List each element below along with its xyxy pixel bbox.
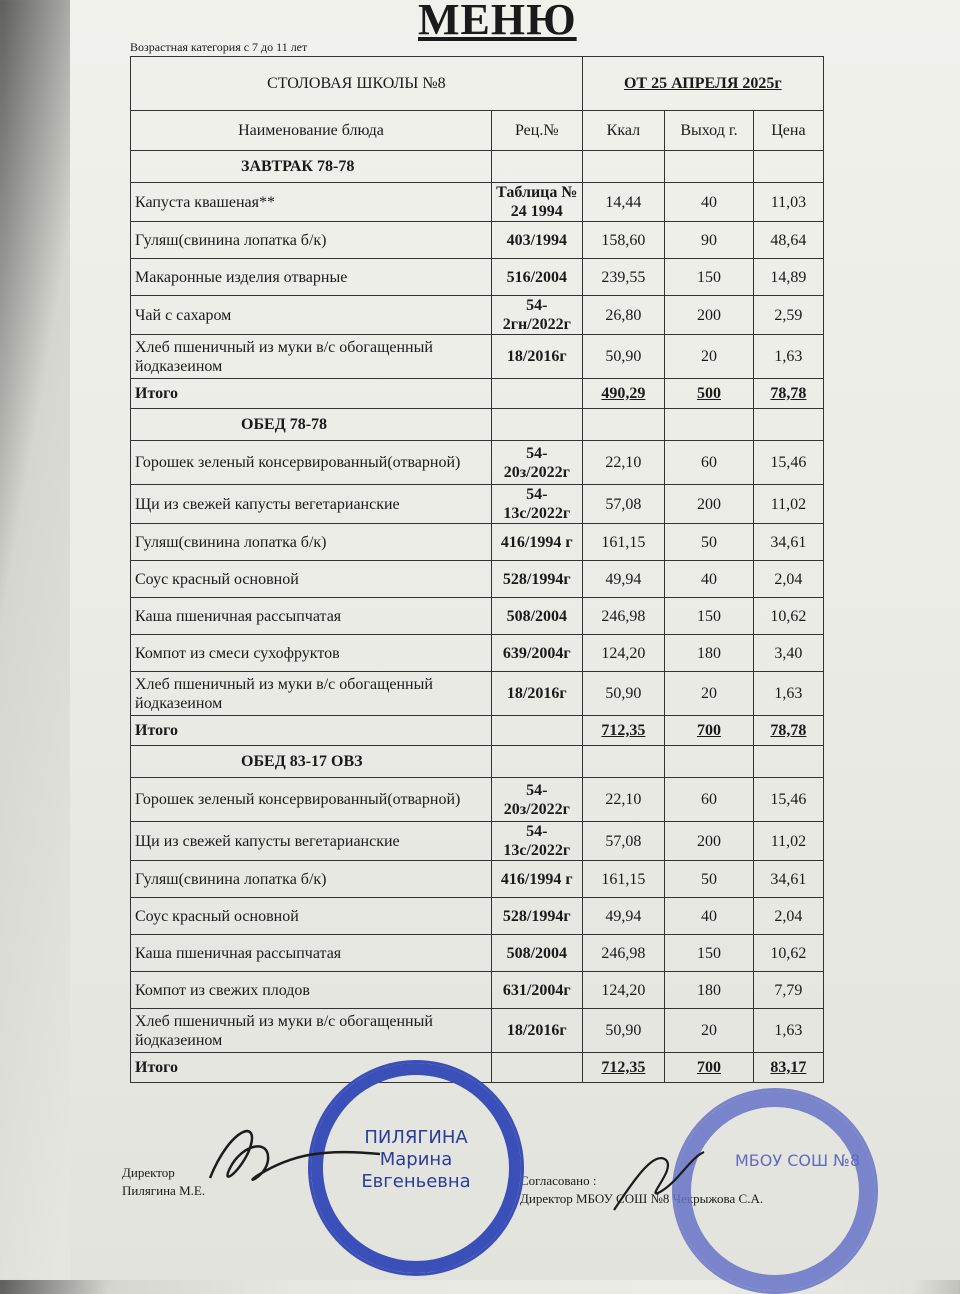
kcal-value: 22,10 [582, 778, 664, 822]
output-value: 180 [665, 972, 754, 1009]
stamp-line1: ПИЛЯГИНА [364, 1127, 468, 1148]
recipe-number: 528/1994г [491, 561, 582, 598]
total-label: Итого [131, 1053, 492, 1083]
table-row [131, 561, 824, 598]
table-row [131, 778, 824, 822]
total-row [131, 716, 824, 746]
dish-name: Горошек зеленый консервированный(отварной) [131, 778, 492, 822]
output-value: 180 [665, 635, 754, 672]
section-title: ОБЕД 83-17 ОВЗ [131, 746, 492, 778]
price-value: 3,40 [753, 635, 823, 672]
kcal-value: 124,20 [582, 635, 664, 672]
dish-name: Капуста квашеная** [131, 183, 492, 222]
kcal-value: 57,08 [582, 822, 664, 861]
dish-name: Щи из свежей капусты вегетарианские [131, 485, 492, 524]
table-row [131, 822, 824, 861]
output-value: 40 [665, 898, 754, 935]
total-output: 500 [665, 379, 754, 409]
output-value: 60 [665, 778, 754, 822]
price-value: 10,62 [753, 598, 823, 635]
kcal-value: 239,55 [582, 259, 664, 296]
price-value: 15,46 [753, 778, 823, 822]
total-output: 700 [665, 716, 754, 746]
dish-name: Гуляш(свинина лопатка б/к) [131, 222, 492, 259]
recipe-number: 631/2004г [491, 972, 582, 1009]
kcal-value: 50,90 [582, 672, 664, 716]
empty-cell [665, 151, 754, 183]
section-header-row [131, 409, 824, 441]
school-stamp-label: МБОУ СОШ №8 [735, 1151, 860, 1170]
menu-date: ОТ 25 АПРЕЛЯ 2025г [582, 57, 823, 111]
section-title: ОБЕД 78-78 [131, 409, 492, 441]
total-row [131, 379, 824, 409]
dish-name: Макаронные изделия отварные [131, 259, 492, 296]
price-value: 1,63 [753, 1009, 823, 1053]
table-row [131, 296, 824, 335]
recipe-number: 54-20з/2022г [491, 778, 582, 822]
empty-cell [491, 409, 582, 441]
dish-name: Соус красный основной [131, 561, 492, 598]
empty-cell [665, 409, 754, 441]
recipe-number: 416/1994 г [491, 524, 582, 561]
empty-cell [753, 409, 823, 441]
table-row [131, 335, 824, 379]
recipe-number: 18/2016г [491, 335, 582, 379]
column-header-row [131, 111, 824, 151]
empty-cell [753, 746, 823, 778]
kcal-value: 22,10 [582, 441, 664, 485]
director-name: Пилягина М.Е. [122, 1183, 206, 1198]
output-value: 50 [665, 524, 754, 561]
stamp-line3: Евгеньевна [361, 1171, 471, 1192]
price-value: 11,02 [753, 822, 823, 861]
total-kcal: 712,35 [582, 1053, 664, 1083]
empty-cell [491, 716, 582, 746]
price-value: 1,63 [753, 335, 823, 379]
price-value: 2,04 [753, 561, 823, 598]
output-value: 20 [665, 335, 754, 379]
price-value: 11,02 [753, 485, 823, 524]
table-row [131, 598, 824, 635]
table-row [131, 441, 824, 485]
dish-name: Щи из свежей капусты вегетарианские [131, 822, 492, 861]
empty-cell [665, 746, 754, 778]
output-value: 20 [665, 1009, 754, 1053]
table-header-row [131, 57, 824, 111]
section-header-row [131, 151, 824, 183]
table-row [131, 935, 824, 972]
recipe-number: 54-13с/2022г [491, 822, 582, 861]
col-kcal-header: Ккал [582, 111, 664, 151]
output-value: 60 [665, 441, 754, 485]
output-value: 150 [665, 259, 754, 296]
recipe-number: 18/2016г [491, 672, 582, 716]
total-price: 78,78 [753, 716, 823, 746]
price-value: 34,61 [753, 861, 823, 898]
recipe-number: 508/2004 [491, 935, 582, 972]
kcal-value: 14,44 [582, 183, 664, 222]
output-value: 40 [665, 183, 754, 222]
price-value: 2,59 [753, 296, 823, 335]
recipe-number: 54-20з/2022г [491, 441, 582, 485]
dish-name: Компот из смеси сухофруктов [131, 635, 492, 672]
dish-name: Гуляш(свинина лопатка б/к) [131, 861, 492, 898]
section-title: ЗАВТРАК 78-78 [131, 151, 492, 183]
table-row [131, 183, 824, 222]
col-recipe-header: Рец.№ [491, 111, 582, 151]
output-value: 200 [665, 296, 754, 335]
recipe-number: Таблица № 24 1994 [491, 183, 582, 222]
recipe-number: 403/1994 [491, 222, 582, 259]
kcal-value: 50,90 [582, 335, 664, 379]
table-row [131, 1009, 824, 1053]
empty-cell [491, 379, 582, 409]
table-row [131, 485, 824, 524]
menu-title: МЕНЮ [418, 0, 577, 44]
kcal-value: 26,80 [582, 296, 664, 335]
recipe-number: 18/2016г [491, 1009, 582, 1053]
col-price-header: Цена [753, 111, 823, 151]
kcal-value: 124,20 [582, 972, 664, 1009]
empty-cell [491, 1053, 582, 1083]
price-value: 7,79 [753, 972, 823, 1009]
price-value: 34,61 [753, 524, 823, 561]
dish-name: Чай с сахаром [131, 296, 492, 335]
kcal-value: 49,94 [582, 898, 664, 935]
empty-cell [582, 151, 664, 183]
total-kcal: 712,35 [582, 716, 664, 746]
empty-cell [753, 151, 823, 183]
table-row [131, 898, 824, 935]
price-value: 14,89 [753, 259, 823, 296]
agreed-label: Согласовано : [520, 1173, 597, 1188]
empty-cell [582, 746, 664, 778]
recipe-number: 516/2004 [491, 259, 582, 296]
table-row [131, 635, 824, 672]
school-name: СТОЛОВАЯ ШКОЛЫ №8 [131, 57, 583, 111]
dish-name: Горошек зеленый консервированный(отварной) [131, 441, 492, 485]
director-title: Директор [122, 1165, 175, 1180]
price-value: 1,63 [753, 672, 823, 716]
output-value: 150 [665, 598, 754, 635]
price-value: 11,03 [753, 183, 823, 222]
total-label: Итого [131, 716, 492, 746]
output-value: 50 [665, 861, 754, 898]
empty-cell [491, 746, 582, 778]
kcal-value: 50,90 [582, 1009, 664, 1053]
recipe-number: 528/1994г [491, 898, 582, 935]
empty-cell [491, 151, 582, 183]
stamp-line2: Марина [379, 1149, 453, 1170]
age-category: Возрастная категория с 7 до 11 лет [130, 40, 308, 54]
output-value: 40 [665, 561, 754, 598]
output-value: 90 [665, 222, 754, 259]
kcal-value: 158,60 [582, 222, 664, 259]
table-row [131, 861, 824, 898]
recipe-number: 54-2гн/2022г [491, 296, 582, 335]
total-price: 78,78 [753, 379, 823, 409]
recipe-number: 508/2004 [491, 598, 582, 635]
director-signature-icon [200, 1108, 390, 1198]
dish-name: Каша пшеничная рассыпчатая [131, 935, 492, 972]
recipe-number: 54-13с/2022г [491, 485, 582, 524]
col-output-header: Выход г. [665, 111, 754, 151]
table-row [131, 524, 824, 561]
kcal-value: 246,98 [582, 598, 664, 635]
dish-name: Хлеб пшеничный из муки в/с обогащенный йодказеином [131, 1009, 492, 1053]
total-output: 700 [665, 1053, 754, 1083]
section-header-row [131, 746, 824, 778]
menu-table [130, 56, 824, 1083]
dish-name: Каша пшеничная рассыпчатая [131, 598, 492, 635]
table-row [131, 972, 824, 1009]
price-value: 15,46 [753, 441, 823, 485]
total-kcal: 490,29 [582, 379, 664, 409]
table-row [131, 222, 824, 259]
total-price: 83,17 [753, 1053, 823, 1083]
kcal-value: 246,98 [582, 935, 664, 972]
agreed-by: Директор МБОУ СОШ №8 Чекрыжова С.А. [520, 1191, 764, 1206]
director-block [122, 1164, 205, 1200]
price-value: 10,62 [753, 935, 823, 972]
kcal-value: 161,15 [582, 861, 664, 898]
dish-name: Гуляш(свинина лопатка б/к) [131, 524, 492, 561]
output-value: 200 [665, 822, 754, 861]
price-value: 48,64 [753, 222, 823, 259]
dish-name: Хлеб пшеничный из муки в/с обогащенный йодказеином [131, 335, 492, 379]
dish-name: Компот из свежих плодов [131, 972, 492, 1009]
kcal-value: 161,15 [582, 524, 664, 561]
empty-cell [582, 409, 664, 441]
output-value: 200 [665, 485, 754, 524]
output-value: 150 [665, 935, 754, 972]
recipe-number: 639/2004г [491, 635, 582, 672]
kcal-value: 57,08 [582, 485, 664, 524]
table-row [131, 672, 824, 716]
dish-name: Соус красный основной [131, 898, 492, 935]
total-label: Итого [131, 379, 492, 409]
recipe-number: 416/1994 г [491, 861, 582, 898]
dish-name: Хлеб пшеничный из муки в/с обогащенный йодказеином [131, 672, 492, 716]
col-name-header: Наименование блюда [131, 111, 492, 151]
table-row [131, 259, 824, 296]
agreement-signature-icon [604, 1140, 714, 1220]
price-value: 2,04 [753, 898, 823, 935]
kcal-value: 49,94 [582, 561, 664, 598]
output-value: 20 [665, 672, 754, 716]
